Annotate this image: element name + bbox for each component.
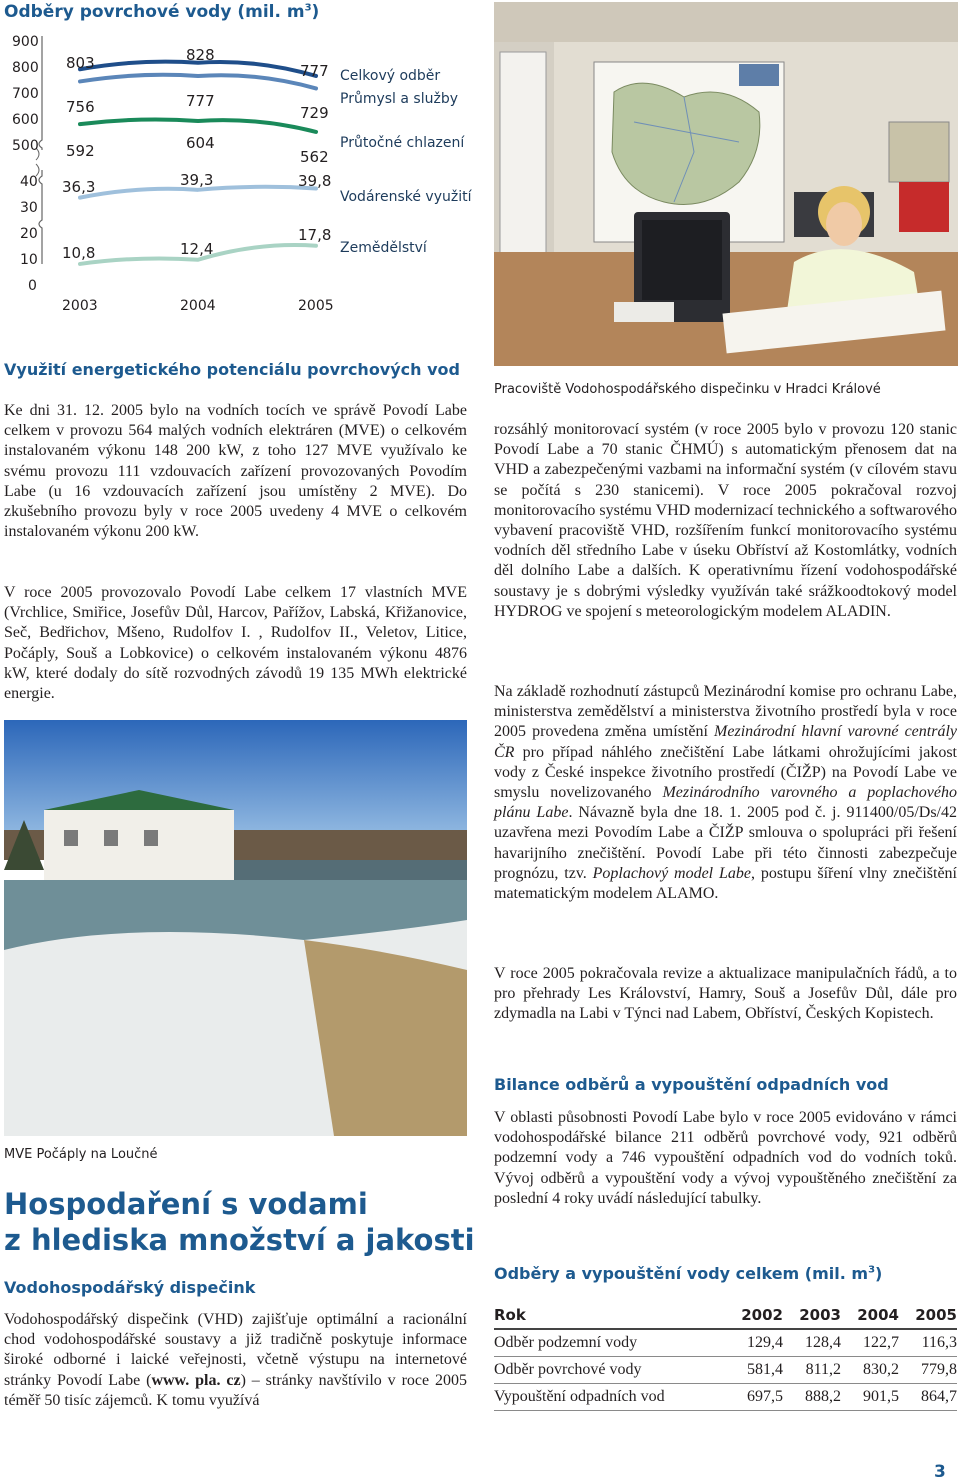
table-heading-tail: ) <box>875 1264 883 1283</box>
manipulation-rules-paragraph: V roce 2005 pokračovala revize a aktualizace manipulačních řádů, a to pro přehrady Les Království, Hamry, Souš a Josefův Důl, dále pro zdymadla na Labi v Týnci nad Labem, Obříství, Českých Kopistech. <box>494 965 957 1023</box>
y-tick-label: 30 <box>20 200 38 216</box>
chart-heading <box>4 2 319 22</box>
photo-dispatch-caption: Pracoviště Vodohospodářského dispečinku v Hradci Králové <box>494 382 881 397</box>
legend-entry: Vodárenské využití <box>340 189 472 205</box>
chart-heading-sup: 3 <box>304 2 312 14</box>
dispecink-text-end: ) – stránky navštívilo v roce 2005 téměř 50 tisíc zájemců. K tomu využívá <box>4 1371 468 1409</box>
page-number: 3 <box>934 1462 946 1482</box>
data-label: 777 <box>186 92 215 110</box>
section-heading-energy: Využití energetického potenciálu povrchových vod <box>4 360 460 379</box>
y-tick-label: 900 <box>12 34 39 50</box>
legend-entry: Celkový odběr <box>340 68 441 84</box>
data-label: 562 <box>300 148 329 166</box>
table-heading-sup: 3 <box>868 1264 876 1276</box>
section-heading-bilance: Bilance odběrů a vypouštění odpadních vod <box>494 1075 889 1094</box>
table-cell: Odběr podzemní vody <box>494 1329 725 1356</box>
data-label: 36,3 <box>62 178 96 196</box>
energy-paragraph-1: Ke dni 31. 12. 2005 bylo na vodních tocích ve správě Povodí Labe celkem v provozu 564 malých vodních elektráren (MVE) o celkovém instalovaném výkonu 148 200 kW, z toho 127 MVE využívalo ke svému provozu 111 vzdouvacích zařízení provozovaných Povodím Labe (u 16 vzdouvacích zařízení jsou umístěny 2 MVE). Do zkušebního provozu byly v roce 2005 uvedeny 4 MVE o celkovém instalovaném výkonu 200 kW. <box>4 402 467 541</box>
table-cell: 888,2 <box>783 1383 841 1410</box>
table-cell: 779,8 <box>899 1356 957 1383</box>
table-header-cell: 2002 <box>725 1302 783 1329</box>
table-header-cell: Rok <box>494 1302 725 1329</box>
data-label: 39,8 <box>298 172 332 190</box>
table-cell: Odběr povrchové vody <box>494 1356 725 1383</box>
table-cell: 901,5 <box>841 1383 899 1410</box>
x-tick-label: 2003 <box>62 298 98 314</box>
table-cell: Vypouštění odpadních vod <box>494 1383 725 1410</box>
dispecink-text-start: Vodohospodářský dispečink (VHD) zajišťuje optimální a racionální chod vodohospodářské soustavy a již tradičně poskytuje informace široké odborné i laické veřejnosti, včetně výstupu na internetové stránky Povodí Labe ( <box>4 1311 467 1389</box>
table-heading-text: Odběry a vypouštění vody celkem (mil. m <box>494 1264 869 1283</box>
y-tick-label: 500 <box>12 138 39 154</box>
warning-italic-1: Mezinárodní hlavní varovné centrály ČR <box>494 723 957 761</box>
table-cell: 128,4 <box>783 1329 841 1356</box>
table-row <box>494 1383 957 1410</box>
photo-mve-poaply <box>4 720 467 1136</box>
warning-italic-3: Poplachový model Labe <box>592 864 751 882</box>
table-header-cell: 2005 <box>899 1302 957 1329</box>
website-link[interactable]: www. pla. cz <box>151 1371 241 1389</box>
table-header-row <box>494 1302 957 1329</box>
table-header-cell: 2003 <box>783 1302 841 1329</box>
data-label: 729 <box>300 104 329 122</box>
table-heading <box>494 1264 882 1283</box>
subheading-dispecink: Vodohospodářský dispečink <box>4 1278 256 1297</box>
y-tick-label: 40 <box>20 174 38 190</box>
y-tick-label: 0 <box>28 278 37 294</box>
data-label: 39,3 <box>180 171 214 189</box>
x-tick-label: 2004 <box>180 298 216 314</box>
chart-heading-tail: ) <box>311 2 320 22</box>
y-tick-label: 800 <box>12 60 39 76</box>
monitoring-paragraph: rozsáhlý monitorovací systém (v roce 2005 bylo v provozu 120 stanic Povodí Labe a 70 stanic ČHMÚ) s automatickým přenosem dat na VHD a zabezpečenými vazbami na informační systém (v cílovém stavu se počítá s 230 stanicemi). V roce 2005 pokračoval rozvoj monitorovacího systému VHD modernizací technického a softwarového vybavení pracoviště VHD, rozšířením funkcí monitorovacího systému vodních děl středního Labe v úseku Obříství až Kostomlátky, vodních děl dolního Labe a dalších. K operativnímu řízení vodohospodářské soustavy je s dobrými výsledky využíván také srážkoodtokový model HYDROG ve spojení s meteorologickým modelem ALADIN. <box>494 421 957 620</box>
main-title <box>4 1186 475 1258</box>
table-cell: 811,2 <box>783 1356 841 1383</box>
data-label: 756 <box>66 98 95 116</box>
table-cell: 864,7 <box>899 1383 957 1410</box>
series-line-1 <box>80 75 316 89</box>
photo-mve-caption: MVE Počáply na Loučné <box>4 1147 158 1162</box>
y-tick-label: 700 <box>12 86 39 102</box>
main-title-line-2: z hlediska množství a jakosti <box>4 1223 475 1257</box>
table-cell: 122,7 <box>841 1329 899 1356</box>
table-cell: 116,3 <box>899 1329 957 1356</box>
data-label: 17,8 <box>298 226 332 244</box>
y-tick-label: 10 <box>20 252 38 268</box>
dispatch-room-illustration <box>494 2 958 366</box>
data-label: 777 <box>300 62 329 80</box>
table-cell: 697,5 <box>725 1383 783 1410</box>
photo-dispatch-room <box>494 2 958 366</box>
y-tick-label: 20 <box>20 226 38 242</box>
data-label: 803 <box>66 54 95 72</box>
legend-entry: Zemědělství <box>340 240 427 256</box>
series-line-2 <box>80 120 316 132</box>
table-cell: 581,4 <box>725 1356 783 1383</box>
table-cell: 830,2 <box>841 1356 899 1383</box>
bilance-paragraph: V oblasti působnosti Povodí Labe bylo v roce 2005 evidováno v rámci vodohospodářské bilance 211 odběrů povrchové vody, 921 odběrů podzemní vody a 746 vypouštění odpadních vod do vodních toků. Vývoj odběrů a vypouštění vody a vývoj vypouštěného znečištění za poslední 4 roky uvádí následující tabulky. <box>494 1109 957 1207</box>
main-title-line-1: Hospodaření s vodami <box>4 1187 368 1221</box>
data-table <box>494 1302 957 1411</box>
legend-entry: Průmysl a služby <box>340 91 458 107</box>
warning-text-b: pro případ náhlého znečištění Labe látkami ohrožujícími jakost vody z České inspekce životního prostředí (ČIŽP) na Povodí Labe ve smyslu novelizovaného <box>494 743 957 802</box>
warning-text-c: . Návazně byla dne 18. 1. 2005 pod č. j. 911400/05/Ds/42 uzavřena mezi Povodím Labe a ČIŽP smlouva o spolupráci při řešení havarijního znečištění. Povodí Labe při této činnosti zabezpečuje prognózu, tzv. <box>494 804 957 882</box>
table-row <box>494 1329 957 1356</box>
y-tick-label: 600 <box>12 112 39 128</box>
data-label: 10,8 <box>62 244 96 262</box>
table-row <box>494 1356 957 1383</box>
withdrawals-table <box>494 1302 957 1411</box>
chart <box>0 28 480 328</box>
data-label: 604 <box>186 134 215 152</box>
warning-centre-paragraph <box>494 682 957 904</box>
table-cell: 129,4 <box>725 1329 783 1356</box>
mve-illustration <box>4 720 467 1136</box>
warning-italic-2: Mezinárodního varovného a poplachového plánu Labe <box>494 784 957 822</box>
warning-text-d: , postupu šíření vlny znečištění matematickým modelem ALAMO. <box>494 864 957 903</box>
data-label: 828 <box>186 46 215 64</box>
table-header-cell: 2004 <box>841 1302 899 1329</box>
legend-entry: Průtočné chlazení <box>340 135 465 151</box>
energy-paragraph-2: V roce 2005 provozovalo Povodí Labe celkem 17 vlastních MVE (Vrchlice, Smiřice, Josefův Důl, Harcov, Pařížov, Labská, Křižanovice, Seč, Bedřichov, Mšeno, Rudolfov I. , Rudolfov II., Veletov, Litice, Počáply, Souš a Lobkovice) o celkovém instalovaném výkonu 4876 kW, které dodaly do sítě rozvodných závodů 19 135 MWh elektrické energie. <box>4 584 467 703</box>
data-label: 12,4 <box>180 240 214 258</box>
dispecink-paragraph <box>4 1310 467 1411</box>
warning-text-a: Na základě rozhodnutí zástupců Mezinárodní komise pro ochranu Labe, ministerstva zemědělství a ministerstva životního prostředí byla v roce 2005 provedena změna umístění <box>494 683 957 741</box>
data-label: 592 <box>66 142 95 160</box>
x-tick-label: 2005 <box>298 298 334 314</box>
chart-heading-text: Odběry povrchové vody (mil. m <box>4 2 305 22</box>
